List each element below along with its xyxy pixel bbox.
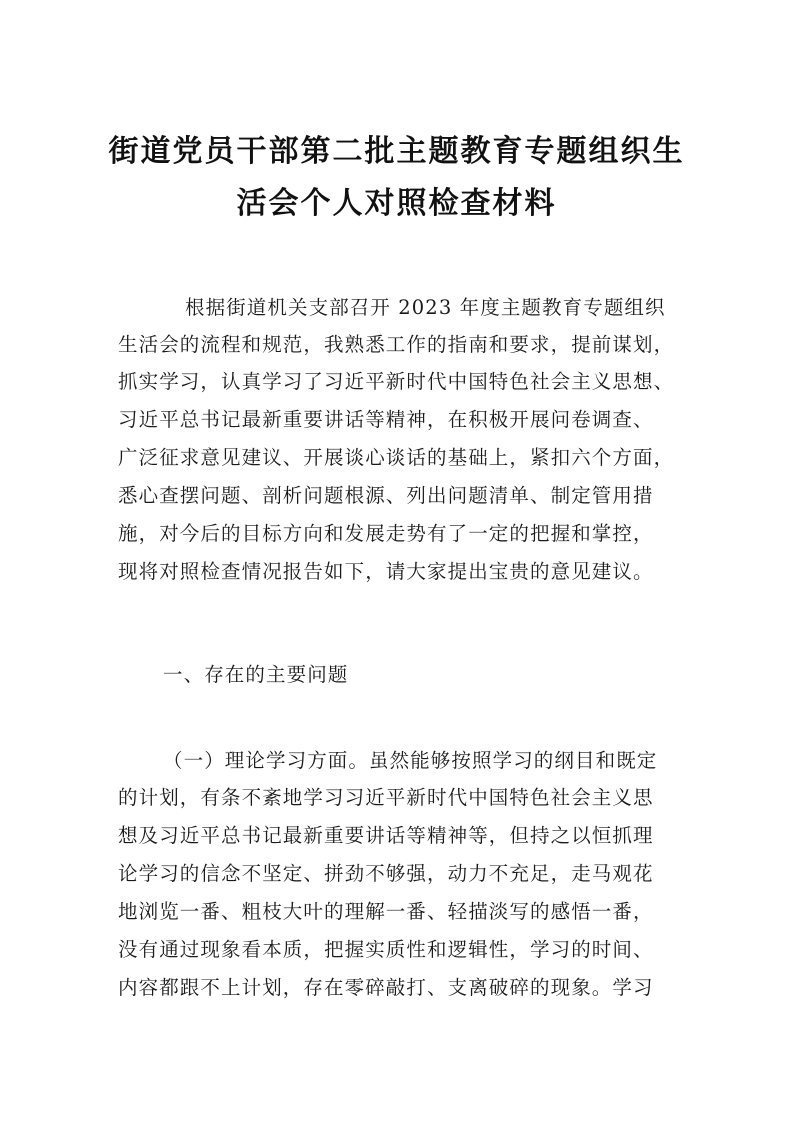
- intro-line: 习近平总书记最新重要讲话等精神，在积极开展问卷调查、: [118, 408, 654, 431]
- intro-line: 抓实学习，认真学习了习近平新时代中国特色社会主义思想、: [118, 370, 675, 393]
- subsection-line: 没有通过现象看本质，把握实质性和逻辑性，学习的时间、: [118, 938, 654, 961]
- subsection-line: 论学习的信念不坚定、拼劲不够强，动力不充足，走马观花: [118, 862, 654, 885]
- section-heading: 一、存在的主要问题: [163, 663, 349, 686]
- intro-line: 广泛征求意见建议、开展谈心谈话的基础上，紧扣六个方面，: [118, 446, 675, 469]
- intro-line: 施，对今后的目标方向和发展走势有了一定的把握和掌控，: [118, 522, 654, 545]
- intro-line: 悉心查摆问题、剖析问题根源、列出问题清单、制定管用措: [118, 484, 654, 507]
- subsection-line: 地浏览一番、粗枝大叶的理解一番、轻描淡写的感悟一番，: [118, 900, 654, 923]
- document-title-line-1: 街道党员干部第二批主题教育专题组织生: [108, 134, 685, 169]
- subsection-line: 内容都跟不上计划，存在零碎敲打、支离破碎的现象。学习: [118, 976, 654, 999]
- subsection-line: 想及习近平总书记最新重要讲话等精神等，但持之以恒抓理: [118, 824, 654, 847]
- intro-line: 根据街道机关支部召开 2023 年度主题教育专题组织: [185, 296, 666, 319]
- subsection-line: 的计划，有条不紊地学习习近平新时代中国特色社会主义思: [118, 786, 654, 809]
- intro-line: 生活会的流程和规范，我熟悉工作的指南和要求，提前谋划，: [118, 333, 675, 356]
- document-title-line-2: 活会个人对照检查材料: [236, 186, 557, 221]
- intro-line: 现将对照检查情况报告如下，请大家提出宝贵的意见建议。: [118, 560, 654, 583]
- subsection-line: （一）理论学习方面。虽然能够按照学习的纲目和既定: [163, 749, 658, 772]
